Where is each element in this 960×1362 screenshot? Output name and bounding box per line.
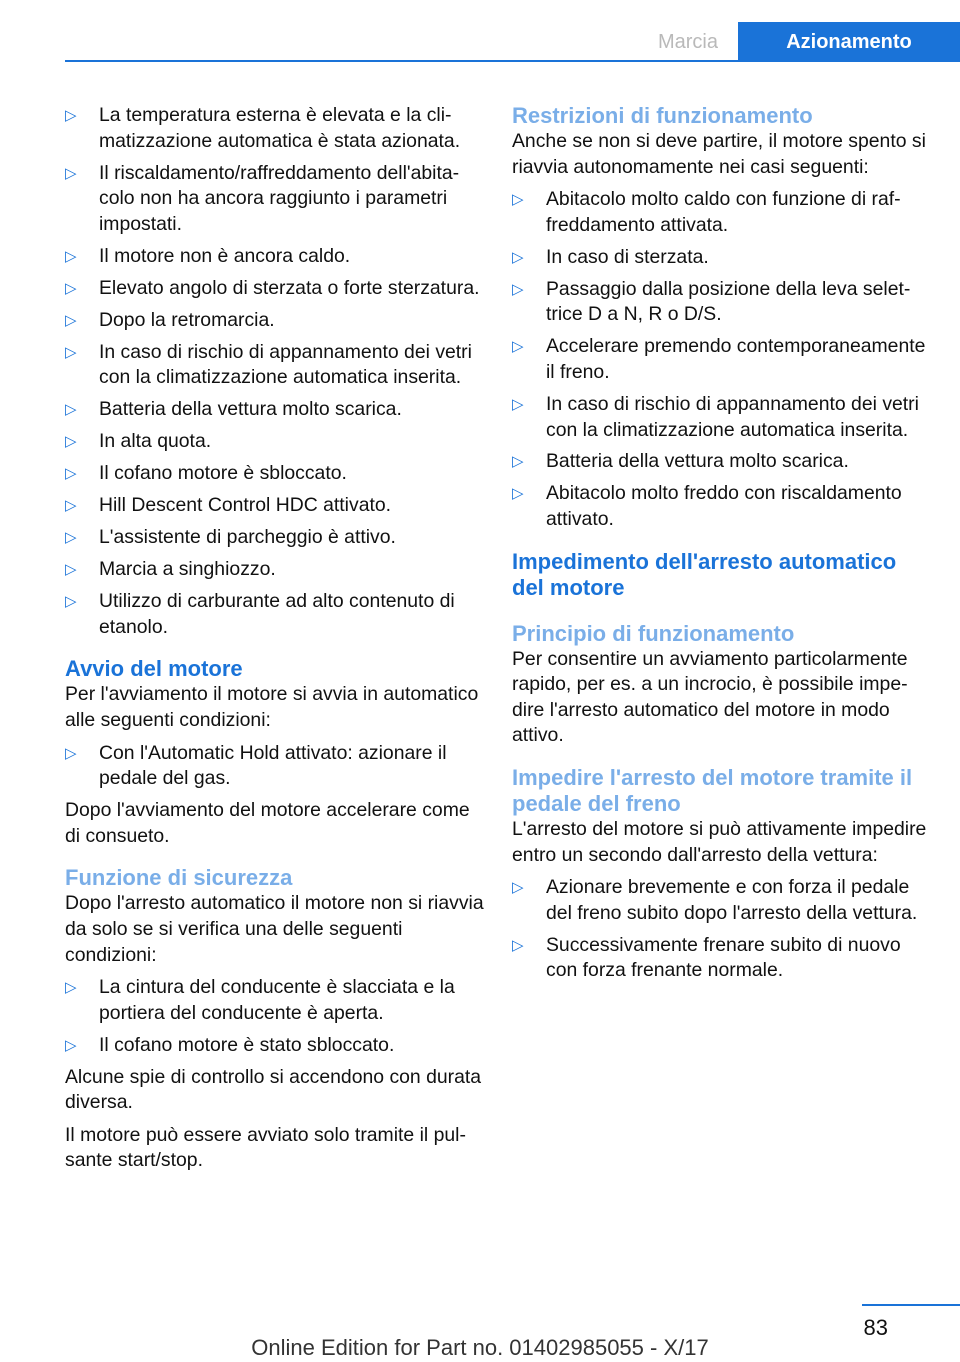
arrow-bullet-icon: ▷: [65, 343, 77, 361]
list-item: ▷ Il motore non è ancora caldo.: [65, 244, 485, 270]
restrizioni-list: [512, 187, 930, 532]
arrow-bullet-icon: ▷: [65, 497, 77, 515]
restrizioni-heading: Restrizioni di funzionamento: [512, 103, 813, 128]
list-item: ▷ Il cofano motore è stato sbloccato.: [65, 1033, 485, 1059]
arrow-bullet-icon: ▷: [65, 247, 77, 265]
right-column: [512, 103, 930, 990]
arrow-bullet-icon: ▷: [65, 164, 77, 182]
restrizioni-intro: Anche se non si deve partire, il motore spento si riavvia autonomamente nei casi seguenti:: [512, 130, 926, 178]
left-column: [65, 103, 485, 1181]
header-rule: [65, 60, 960, 62]
avvio-heading: Avvio del motore: [65, 656, 243, 682]
list-item: ▷ Utilizzo di carburante ad alto contenuto di etanolo.: [65, 590, 455, 638]
avvio-intro: Per l'avviamento il motore si avvia in automatico alle seguenti condizioni:: [65, 683, 479, 731]
pedale-heading: Impedire l'arresto del motore tramite il pedale del freno: [512, 765, 913, 817]
edition-note: Online Edition for Part no. 01402985055 - X/17: [251, 1335, 709, 1360]
arrow-bullet-icon: ▷: [65, 529, 77, 547]
impedimento-heading: Impedimento dell'arresto automatico del motore: [512, 548, 897, 600]
arrow-bullet-icon: ▷: [65, 433, 77, 451]
arrow-bullet-icon: ▷: [512, 936, 524, 954]
list-item: ▷ Batteria della vettura molto scarica.: [512, 449, 930, 475]
arrow-bullet-icon: ▷: [512, 453, 524, 471]
sicurezza-after-1: Alcune spie di controllo si accendono con durata diversa.: [65, 1065, 482, 1114]
list-item: ▷ Azionare brevemente e con forza il pedale del freno subito dopo l'arresto della vettura.: [512, 876, 918, 924]
sicurezza-after-2: Il motore può essere avviato solo tramite il pulsante start/stop.: [65, 1123, 466, 1172]
list-item: ▷ In alta quota.: [65, 429, 485, 455]
avvio-list: [65, 741, 485, 792]
list-item: ▷ In caso di rischio di appannamento dei vetri con la climatizzazione automatica inserita.: [65, 340, 472, 389]
list-item: ▷ La cintura del conducente è slacciata e la portiera del conducente è aperta.: [65, 976, 455, 1024]
pedale-text: L'arresto del motore si può attivamente impedire entro un secondo dall'arresto della vettura:: [512, 818, 927, 866]
principio-heading: Principio di funzionamento: [512, 620, 795, 646]
arrow-bullet-icon: ▷: [65, 465, 77, 483]
arrow-bullet-icon: ▷: [512, 280, 524, 298]
list-item: ▷ L'assistente di parcheggio è attivo.: [65, 525, 485, 551]
list-item: ▷ Marcia a singhiozzo.: [65, 557, 485, 583]
list-item: ▷ In caso di sterzata.: [512, 245, 930, 271]
list-item: ▷ Elevato angolo di sterzata o forte sterzatura.: [65, 276, 485, 302]
list-item: ▷ Abitacolo molto freddo con riscaldamento attivato.: [512, 482, 902, 531]
arrow-bullet-icon: ▷: [65, 107, 77, 124]
arrow-bullet-icon: ▷: [512, 395, 524, 413]
list-item: ▷ Accelerare premendo contemporaneamente il freno.: [512, 335, 926, 383]
arrow-bullet-icon: ▷: [512, 191, 524, 209]
list-item: ▷ Successivamente frenare subito di nuovo con forza frenante normale.: [512, 933, 901, 982]
list-item: ▷ Il riscaldamento/raffreddamento dell'abitacolo non ha ancora raggiunto i parametri impostati.: [65, 161, 460, 235]
list-item: ▷ Con l'Automatic Hold attivato: azionare il pedale del gas.: [65, 741, 447, 790]
arrow-bullet-icon: ▷: [512, 485, 524, 503]
list-item: ▷ Abitacolo molto caldo con funzione di raffreddamento attivata.: [512, 188, 901, 236]
page-header: [0, 0, 960, 62]
header-section-tab[interactable]: Marcia: [657, 31, 718, 53]
sicurezza-intro: Dopo l'arresto automatico il motore non si riavvia da solo se si verifica una delle seguenti condizioni:: [65, 892, 484, 966]
arrow-bullet-icon: ▷: [65, 401, 77, 419]
arrow-bullet-icon: ▷: [512, 248, 524, 266]
arrow-bullet-icon: ▷: [65, 1036, 77, 1054]
avvio-after: Dopo l'avviamento del motore accelerare come di consueto.: [65, 799, 470, 847]
list-item: ▷ Passaggio dalla posizione della leva selettrice D a N, R o D/S.: [512, 277, 911, 326]
arrow-bullet-icon: ▷: [65, 279, 77, 297]
list-item: ▷ In caso di rischio di appannamento dei vetri con la climatizzazione automatica inserita.: [512, 392, 919, 441]
arrow-bullet-icon: ▷: [65, 593, 77, 611]
list-item: ▷ Dopo la retromarcia.: [65, 308, 485, 334]
sicurezza-list: [65, 975, 485, 1058]
arrow-bullet-icon: ▷: [512, 338, 524, 356]
list-item: ▷ Il cofano motore è sbloccato.: [65, 461, 485, 487]
page-number: 83: [863, 1315, 888, 1340]
arrow-bullet-icon: ▷: [65, 979, 77, 997]
list-item: ▷ Batteria della vettura molto scarica.: [65, 397, 485, 423]
arrow-bullet-icon: ▷: [65, 744, 77, 762]
principio-text: Per consentire un avviamento particolarmente rapido, per es. a un incrocio, è possibile impedire l'arresto automatico del motore in modo attivo.: [512, 647, 908, 747]
arrow-bullet-icon: ▷: [65, 311, 77, 329]
footer-rule: [862, 1304, 960, 1306]
conditions-list: [65, 103, 485, 640]
list-item: ▷ La temperatura esterna è elevata e la climatizzazione automatica è stata azionata.: [65, 104, 461, 152]
pedale-list: [512, 875, 930, 984]
list-item: ▷ Hill Descent Control HDC attivato.: [65, 493, 485, 519]
arrow-bullet-icon: ▷: [512, 879, 524, 897]
arrow-bullet-icon: ▷: [65, 561, 77, 579]
sicurezza-heading: Funzione di sicurezza: [65, 865, 293, 891]
header-chapter-tab[interactable]: Azionamento: [738, 22, 960, 62]
